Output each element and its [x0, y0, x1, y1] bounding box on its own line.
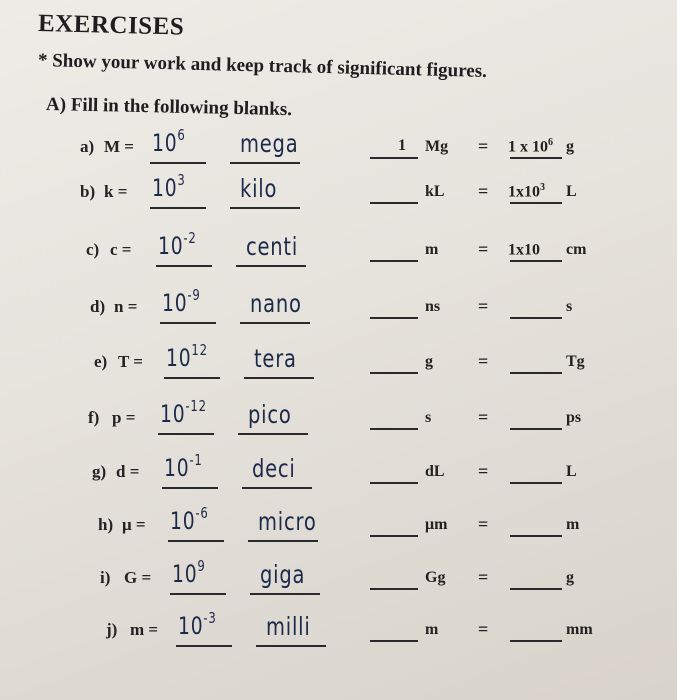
factor-exponent: 9 — [197, 557, 206, 575]
left-blank[interactable] — [370, 317, 418, 319]
right-value-base: 1 x 10 — [508, 138, 548, 156]
factor-blank[interactable] — [170, 593, 226, 595]
equals-sign: = — [478, 296, 489, 316]
factor-exponent: 6 — [177, 126, 186, 144]
prefix-symbol: k = — [104, 182, 128, 201]
left-blank[interactable] — [370, 482, 418, 484]
prefix-factor-answer[interactable] — [152, 126, 186, 157]
prefix-symbol: n = — [114, 297, 138, 316]
right-unit: s — [566, 298, 573, 315]
factor-exponent: -3 — [203, 609, 217, 627]
left-blank[interactable] — [370, 157, 418, 159]
factor-base: 10 — [158, 232, 184, 260]
factor-base: 10 — [172, 560, 198, 588]
factor-blank[interactable] — [158, 433, 214, 435]
prefix-factor-answer[interactable] — [178, 609, 217, 640]
prefix-factor-answer[interactable] — [166, 341, 208, 372]
factor-base: 10 — [152, 174, 178, 202]
factor-exponent: -12 — [185, 397, 207, 415]
exercise-row — [0, 341, 677, 404]
factor-base: 10 — [170, 507, 196, 535]
factor-base: 10 — [166, 344, 192, 372]
factor-base: 10 — [152, 129, 178, 157]
right-value[interactable] — [508, 240, 540, 259]
exercise-row — [0, 504, 677, 567]
row-letter: i) — [100, 568, 111, 587]
left-unit: ns — [425, 298, 441, 315]
right-blank[interactable] — [510, 588, 562, 590]
row-letter: h) — [98, 515, 114, 534]
prefix-symbol: μ = — [122, 515, 146, 534]
left-unit: μm — [425, 516, 448, 533]
exercise-row — [0, 229, 677, 292]
prefix-factor-answer[interactable] — [162, 286, 201, 317]
left-blank[interactable] — [370, 535, 418, 537]
left-unit: Mg — [425, 138, 449, 155]
right-blank[interactable] — [510, 157, 562, 159]
equals-sign: = — [478, 136, 489, 156]
prefix-factor-answer[interactable] — [152, 171, 186, 202]
prefix-factor-answer[interactable] — [172, 557, 206, 588]
factor-exponent: -9 — [187, 286, 201, 304]
prefix-factor-answer[interactable] — [170, 504, 209, 535]
factor-blank[interactable] — [156, 265, 212, 267]
row-letter: e) — [94, 352, 108, 371]
prefix-name-answer[interactable]: kilo — [240, 174, 278, 203]
prefix-factor-answer[interactable] — [158, 229, 197, 260]
row-letter: g) — [92, 462, 107, 481]
right-unit: Tg — [566, 353, 585, 370]
factor-blank[interactable] — [160, 322, 216, 324]
equals-sign: = — [478, 514, 489, 534]
right-unit: ps — [566, 409, 582, 426]
factor-exponent: 12 — [191, 341, 208, 359]
row-letter: c) — [86, 240, 100, 259]
right-unit: cm — [566, 241, 587, 258]
right-unit: g — [566, 569, 574, 586]
prefix-factor-answer[interactable] — [164, 451, 203, 482]
equals-sign: = — [478, 567, 489, 587]
right-blank[interactable] — [510, 202, 562, 204]
left-blank[interactable] — [370, 260, 418, 262]
right-blank[interactable] — [510, 428, 562, 430]
right-blank[interactable] — [510, 260, 562, 262]
exercise-row — [0, 609, 677, 672]
name-blank[interactable] — [242, 487, 312, 489]
row-letter: f) — [88, 408, 100, 427]
prefix-symbol: p = — [112, 408, 136, 427]
prefix-name-answer[interactable]: tera — [254, 344, 297, 373]
exercise-row — [0, 171, 677, 234]
row-letter: d) — [90, 297, 106, 316]
name-blank[interactable] — [256, 645, 326, 647]
left-unit: dL — [425, 463, 445, 480]
factor-blank[interactable] — [176, 645, 232, 647]
equals-sign: = — [478, 181, 489, 201]
right-unit: mm — [566, 621, 593, 638]
factor-exponent: -6 — [195, 504, 209, 522]
equals-sign: = — [478, 407, 489, 427]
name-blank[interactable] — [230, 207, 300, 209]
factor-blank[interactable] — [168, 540, 224, 542]
right-blank[interactable] — [510, 535, 562, 537]
left-unit: g — [425, 353, 433, 370]
prefix-name-answer[interactable]: milli — [266, 612, 311, 641]
prefix-name-answer[interactable]: nano — [250, 289, 302, 318]
right-blank[interactable] — [510, 640, 562, 642]
prefix-name-answer[interactable]: pico — [248, 400, 292, 429]
left-blank[interactable] — [370, 202, 418, 204]
row-letter: b) — [80, 182, 96, 201]
name-blank[interactable] — [230, 162, 300, 164]
right-unit: g — [566, 138, 574, 155]
prefix-name-answer[interactable]: micro — [258, 507, 317, 536]
factor-base: 10 — [162, 289, 188, 317]
name-blank[interactable] — [244, 377, 314, 379]
name-blank[interactable] — [240, 322, 310, 324]
factor-exponent: -1 — [189, 451, 203, 469]
section-heading: A) Fill in the following blanks. — [45, 94, 293, 121]
prefix-symbol: M = — [104, 137, 134, 156]
exercises-title: EXERCISES — [37, 10, 185, 41]
left-unit: m — [425, 241, 439, 258]
row-letter: j) — [106, 620, 118, 639]
right-value-exponent: 6 — [548, 137, 553, 148]
left-unit: kL — [425, 183, 445, 200]
exercise-row — [0, 286, 677, 349]
right-value-base: 1x10 — [508, 241, 540, 259]
exercise-row — [0, 397, 677, 460]
row-letter: a) — [80, 137, 95, 156]
prefix-symbol: G = — [124, 568, 152, 587]
right-value[interactable] — [508, 182, 545, 201]
factor-base: 10 — [178, 612, 204, 640]
left-blank[interactable] — [370, 640, 418, 642]
prefix-factor-answer[interactable] — [160, 397, 207, 428]
prefix-symbol: d = — [116, 462, 140, 481]
name-blank[interactable] — [238, 433, 308, 435]
left-unit: m — [425, 621, 439, 638]
right-unit: L — [566, 183, 577, 200]
prefix-name-answer[interactable]: deci — [252, 454, 296, 483]
factor-blank[interactable] — [162, 487, 218, 489]
right-unit: m — [566, 516, 580, 533]
factor-base: 10 — [164, 454, 190, 482]
name-blank[interactable] — [250, 593, 320, 595]
prefix-name-answer[interactable]: mega — [240, 129, 299, 158]
equals-sign: = — [478, 239, 489, 259]
factor-blank[interactable] — [164, 377, 220, 379]
equals-sign: = — [478, 351, 489, 371]
left-blank[interactable] — [370, 372, 418, 374]
prefix-symbol: T = — [118, 352, 143, 371]
factor-exponent: -2 — [183, 229, 197, 247]
exercise-row — [0, 451, 677, 514]
equals-sign: = — [478, 619, 489, 639]
left-number: 1 — [398, 137, 406, 154]
factor-exponent: 3 — [177, 171, 186, 189]
right-unit: L — [566, 463, 577, 480]
factor-blank[interactable] — [150, 207, 206, 209]
right-value-base: 1x10 — [508, 183, 540, 201]
name-blank[interactable] — [248, 540, 318, 542]
prefix-symbol: c = — [110, 240, 132, 259]
name-blank[interactable] — [236, 265, 306, 267]
left-unit: Gg — [425, 569, 446, 586]
factor-blank[interactable] — [150, 162, 206, 164]
exercise-row — [0, 557, 677, 620]
equals-sign: = — [478, 461, 489, 481]
instruction-text: * Show your work and keep track of significant figures. — [37, 50, 488, 82]
left-blank[interactable] — [370, 428, 418, 430]
right-value[interactable] — [508, 137, 553, 156]
right-blank[interactable] — [510, 317, 562, 319]
prefix-name-answer[interactable]: giga — [260, 560, 306, 589]
factor-base: 10 — [160, 400, 186, 428]
prefix-symbol: m = — [130, 620, 159, 639]
left-unit: s — [425, 409, 432, 426]
prefix-name-answer[interactable]: centi — [246, 232, 299, 261]
right-value-exponent: 3 — [540, 182, 545, 193]
left-blank[interactable] — [370, 588, 418, 590]
right-blank[interactable] — [510, 372, 562, 374]
right-blank[interactable] — [510, 482, 562, 484]
